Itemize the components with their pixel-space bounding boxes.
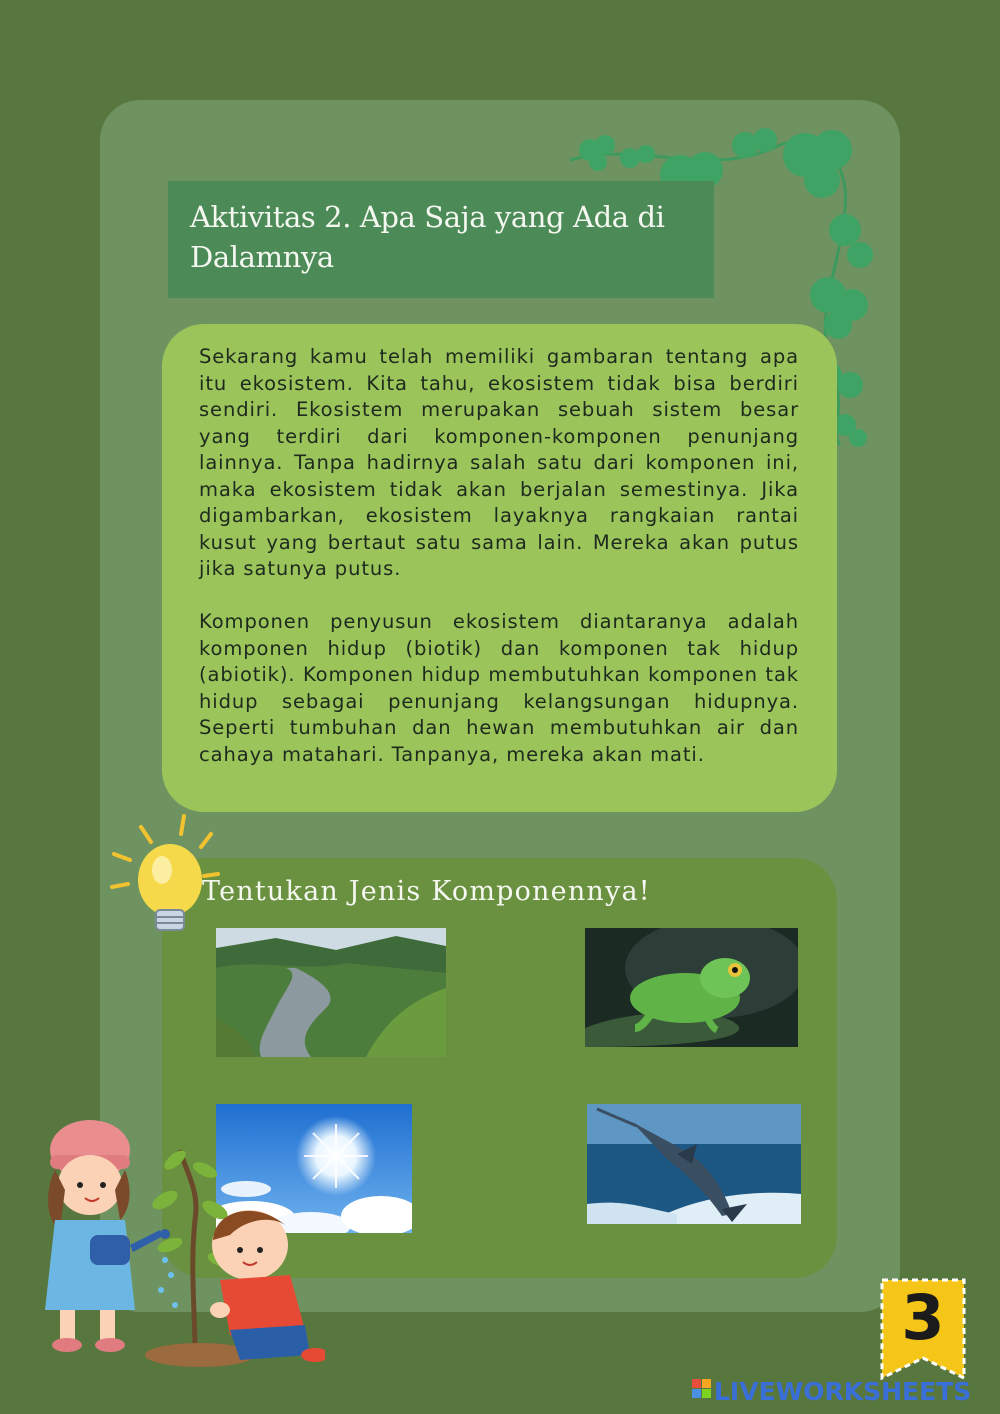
activity-title: Aktivitas 2. Apa Saja yang Ada di Dalamnya [190,200,665,274]
page-number: 3 [901,1281,945,1354]
activity-title-box [168,181,714,298]
marlin-fish-image [587,1104,801,1224]
watermark-text: LIVEWORKSHEETS [714,1377,972,1406]
task-title: Tentukan Jenis Komponennya! [202,876,651,907]
liveworksheets-logo [692,1372,992,1412]
frog-image [585,928,798,1047]
river-image [216,928,446,1057]
reading-paragraph-1: Sekarang kamu telah memiliki gambaran tentang apa itu ekosistem. Kita tahu, ekosistem tidak bisa berdiri sendiri. Ekosistem merupakan sebuah sistem besar yang terdiri dari komponen-komponen penunjang lainnya. Tanpa hadirnya salah satu dari komponen ini, maka ekosistem tidak akan berjalan semestinya. Jika digambarkan, ekosistem layaknya rangkaian rantai kusut yang bertaut satu sama lain. Mereka akan putus jika satunya putus. [199,345,799,580]
reading-paragraph-2: Komponen penyusun ekosistem diantaranya adalah komponen hidup (biotik) dan komponen tak hidup (abiotik). Komponen hidup membutuhkan komponen tak hidup sebagai penunjang kelangsungan hidupnya. Seperti tumbuhan dan hewan membutuhkan air dan cahaya matahari. Tanpanya, mereka akan mati. [199,610,799,766]
kids-planting-illustration [15,1110,325,1370]
reading-card [162,324,837,812]
